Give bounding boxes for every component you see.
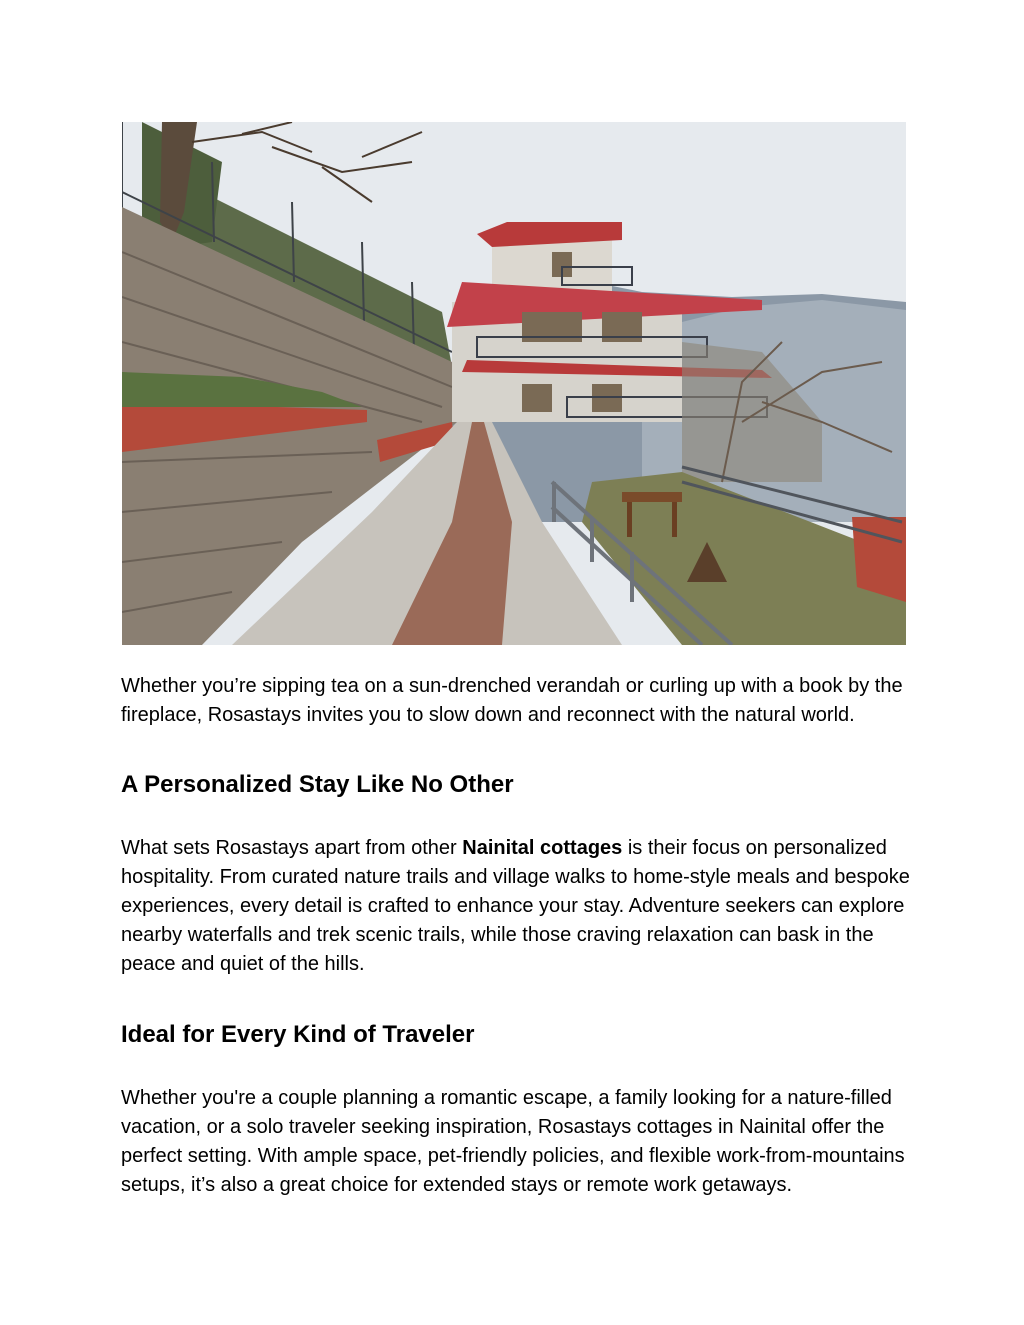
section-paragraph-traveler: Whether you're a couple planning a romantic escape, a family looking for a nature-filled vacation, or a solo traveler seeking inspiration, Rosastays cottages in Nainital offer the perfect setting. With ample space, pet-friendly policies, and flexible work-from-mountains setups, it’s also a great choice for extended stays or remote work getaways. (121, 1087, 905, 1196)
cottage-photo (122, 122, 906, 645)
paragraph-text: is their focus on personalized hospitality. From curated nature trails and village walks to home-style meals and bespoke experiences, every detail is crafted to enhance your stay. Adventure seekers can explore nearby waterfalls and trek scenic trails, while those craving relaxation can bask in the peace and quiet of the hills. (121, 837, 910, 975)
cottage-photo-icon (122, 122, 906, 645)
article-body (121, 672, 911, 1200)
intro-paragraph: Whether you’re sipping tea on a sun-drenched verandah or curling up with a book by the fireplace, Rosastays invites you to slow down and reconnect with the natural world. (121, 675, 903, 726)
bold-link-text: Nainital cottages (462, 837, 623, 859)
section-paragraph-personalized (121, 834, 911, 979)
section-heading-traveler: Ideal for Every Kind of Traveler (121, 1021, 475, 1048)
paragraph-text: What sets Rosastays apart from other (121, 837, 463, 859)
section-heading-personalized: A Personalized Stay Like No Other (121, 771, 514, 798)
